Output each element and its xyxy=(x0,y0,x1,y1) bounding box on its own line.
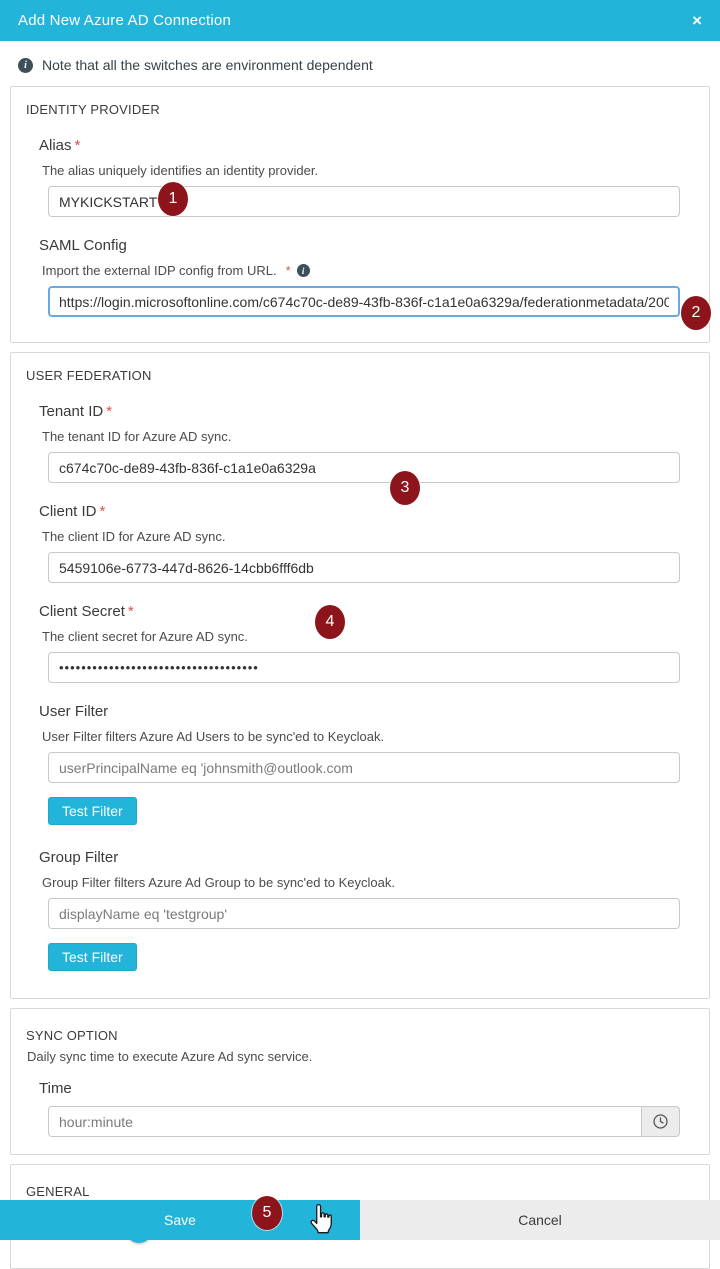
group-filter-help: Group Filter filters Azure Ad Group to be sync'ed to Keycloak. xyxy=(42,875,395,890)
modal-header xyxy=(0,0,720,41)
section-identity-provider xyxy=(10,86,710,343)
annotation-badge-5: 5 xyxy=(252,1196,282,1230)
environment-note xyxy=(0,41,720,86)
client-secret-help: The client secret for Azure AD sync. xyxy=(42,629,248,644)
tenant-id-help: The tenant ID for Azure AD sync. xyxy=(42,429,232,444)
info-icon: i xyxy=(18,58,33,73)
client-secret-input[interactable] xyxy=(48,652,680,683)
close-icon[interactable]: × xyxy=(692,11,702,30)
page-title: Add New Azure AD Connection xyxy=(18,12,232,29)
group-filter-test-button[interactable]: Test Filter xyxy=(48,943,137,971)
alias-help: The alias uniquely identifies an identity provider. xyxy=(42,163,319,178)
client-id-input[interactable] xyxy=(48,552,680,583)
annotation-badge-1: 1 xyxy=(158,182,188,216)
modal-footer xyxy=(0,1200,720,1240)
group-filter-label: Group Filter xyxy=(39,849,119,866)
time-label: Time xyxy=(39,1080,72,1097)
time-input[interactable] xyxy=(48,1106,642,1137)
section-user-federation xyxy=(10,352,710,999)
group-filter-input[interactable] xyxy=(48,898,680,929)
tenant-id-input[interactable] xyxy=(48,452,680,483)
section-title: USER FEDERATION xyxy=(26,368,152,383)
section-sync-option xyxy=(10,1008,710,1155)
annotation-badge-3: 3 xyxy=(390,471,420,505)
user-filter-help: User Filter filters Azure Ad Users to be sync'ed to Keycloak. xyxy=(42,729,385,744)
client-secret-label: Client Secret * xyxy=(39,603,134,620)
note-text: Note that all the switches are environment dependent xyxy=(42,57,373,73)
required-asterisk: * xyxy=(74,137,81,154)
client-id-help: The client ID for Azure AD sync. xyxy=(42,529,226,544)
section-title: GENERAL xyxy=(26,1184,90,1199)
hand-cursor-icon xyxy=(306,1202,338,1243)
sync-help: Daily sync time to execute Azure Ad sync service. xyxy=(27,1049,313,1064)
info-icon: i xyxy=(297,264,310,277)
saml-url-input[interactable] xyxy=(48,286,680,317)
annotation-badge-2: 2 xyxy=(681,296,711,330)
required-asterisk: * xyxy=(285,263,291,278)
cancel-button[interactable]: Cancel xyxy=(360,1200,720,1240)
clock-icon xyxy=(652,1113,669,1130)
time-picker-button[interactable] xyxy=(642,1106,680,1137)
user-filter-input[interactable] xyxy=(48,752,680,783)
alias-label: Alias * xyxy=(39,137,81,154)
section-title: SYNC OPTION xyxy=(26,1028,118,1043)
saml-config-label: SAML Config xyxy=(39,237,127,254)
client-id-label: Client ID * xyxy=(39,503,106,520)
user-filter-test-button[interactable]: Test Filter xyxy=(48,797,137,825)
saml-url-help: Import the external IDP config from URL. * i xyxy=(42,263,694,278)
annotation-badge-4: 4 xyxy=(315,605,345,639)
tenant-id-label: Tenant ID * xyxy=(39,403,113,420)
user-filter-label: User Filter xyxy=(39,703,109,720)
save-button[interactable]: Save xyxy=(0,1200,360,1240)
alias-input[interactable] xyxy=(48,186,680,217)
section-title: IDENTITY PROVIDER xyxy=(26,102,160,117)
